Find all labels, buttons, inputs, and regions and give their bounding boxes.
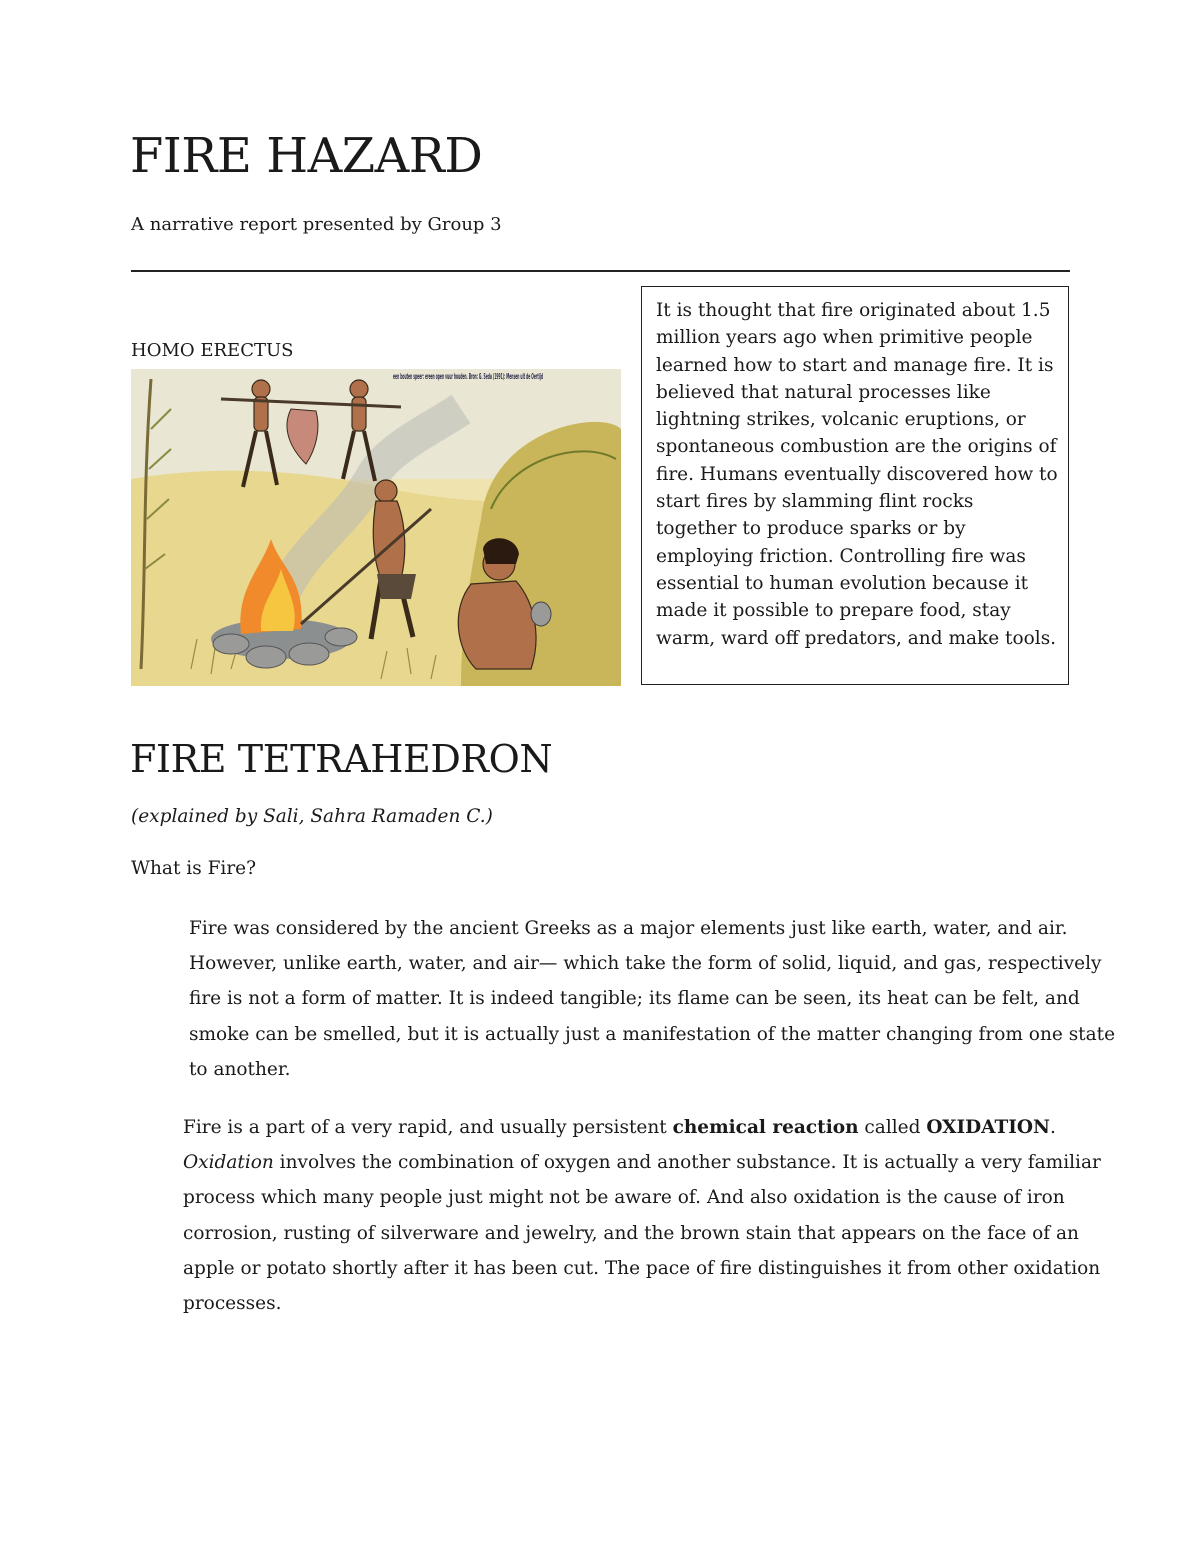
paragraph-text: called [858, 1117, 927, 1138]
figure-caption: HOMO ERECTUS [131, 340, 294, 361]
horizontal-rule [131, 270, 1070, 272]
italic-term-oxidation: Oxidation [183, 1152, 274, 1174]
section-heading: FIRE TETRAHEDRON [130, 737, 553, 781]
homo-erectus-illustration [131, 369, 621, 686]
document-title: FIRE HAZARD [130, 128, 483, 184]
paragraph-text: involves the combination of oxygen and another substance. It is actually a very familiar process which many people just might not be aware of. And also oxidation is the cause of iron corrosion, rusting of silverware and jewelry, and the brown stain that appears on the face of an apple or potato shortly after it has been cut. The pace of fire distinguishes it from other oxidation processes. [183, 1152, 1101, 1315]
bold-term-oxidation: OXIDATION [926, 1117, 1050, 1138]
paragraph-fire-definition: Fire was considered by the ancient Greeks as a major elements just like earth, water, and air. However, unlike earth, water, and air— which take the form of solid, liquid, and gas, respectively fire is not a form of matter. It is indeed tangible; its flame can be seen, its heat can be felt, and smoke can be smelled, but it is actually just a manifestation of the matter changing from one state to another. [189, 918, 1116, 1080]
section-question: What is Fire? [131, 858, 257, 879]
paragraph-oxidation [131, 1110, 1123, 1321]
paragraph-text: Fire is a part of a very rapid, and usually persistent [183, 1117, 673, 1138]
history-text-box: It is thought that fire originated about 1.5 million years ago when primitive people learned how to start and manage fire. It is believed that natural processes like lightning strikes, volcanic eruptions, or spontaneous combustion are the origins of fire. Humans eventually discovered how to start fires by slamming flint rocks together to produce sparks or by employing friction. Controlling fire was essential to human evolution because it made it possible to prepare food, stay warm, ward off predators, and make tools. [641, 286, 1069, 685]
bold-term-chemical-reaction: chemical reaction [672, 1117, 859, 1138]
document-subtitle: A narrative report presented by Group 3 [131, 214, 502, 235]
paragraph-text: . [1049, 1117, 1056, 1138]
section-byline: (explained by Sali, Sahra Ramaden C.) [131, 806, 493, 827]
illustration-embedded-text: een bouten speer: ereen open vuur houden. Bron: G. Seda (1991): Mensen uit de Oertijd [393, 372, 543, 381]
